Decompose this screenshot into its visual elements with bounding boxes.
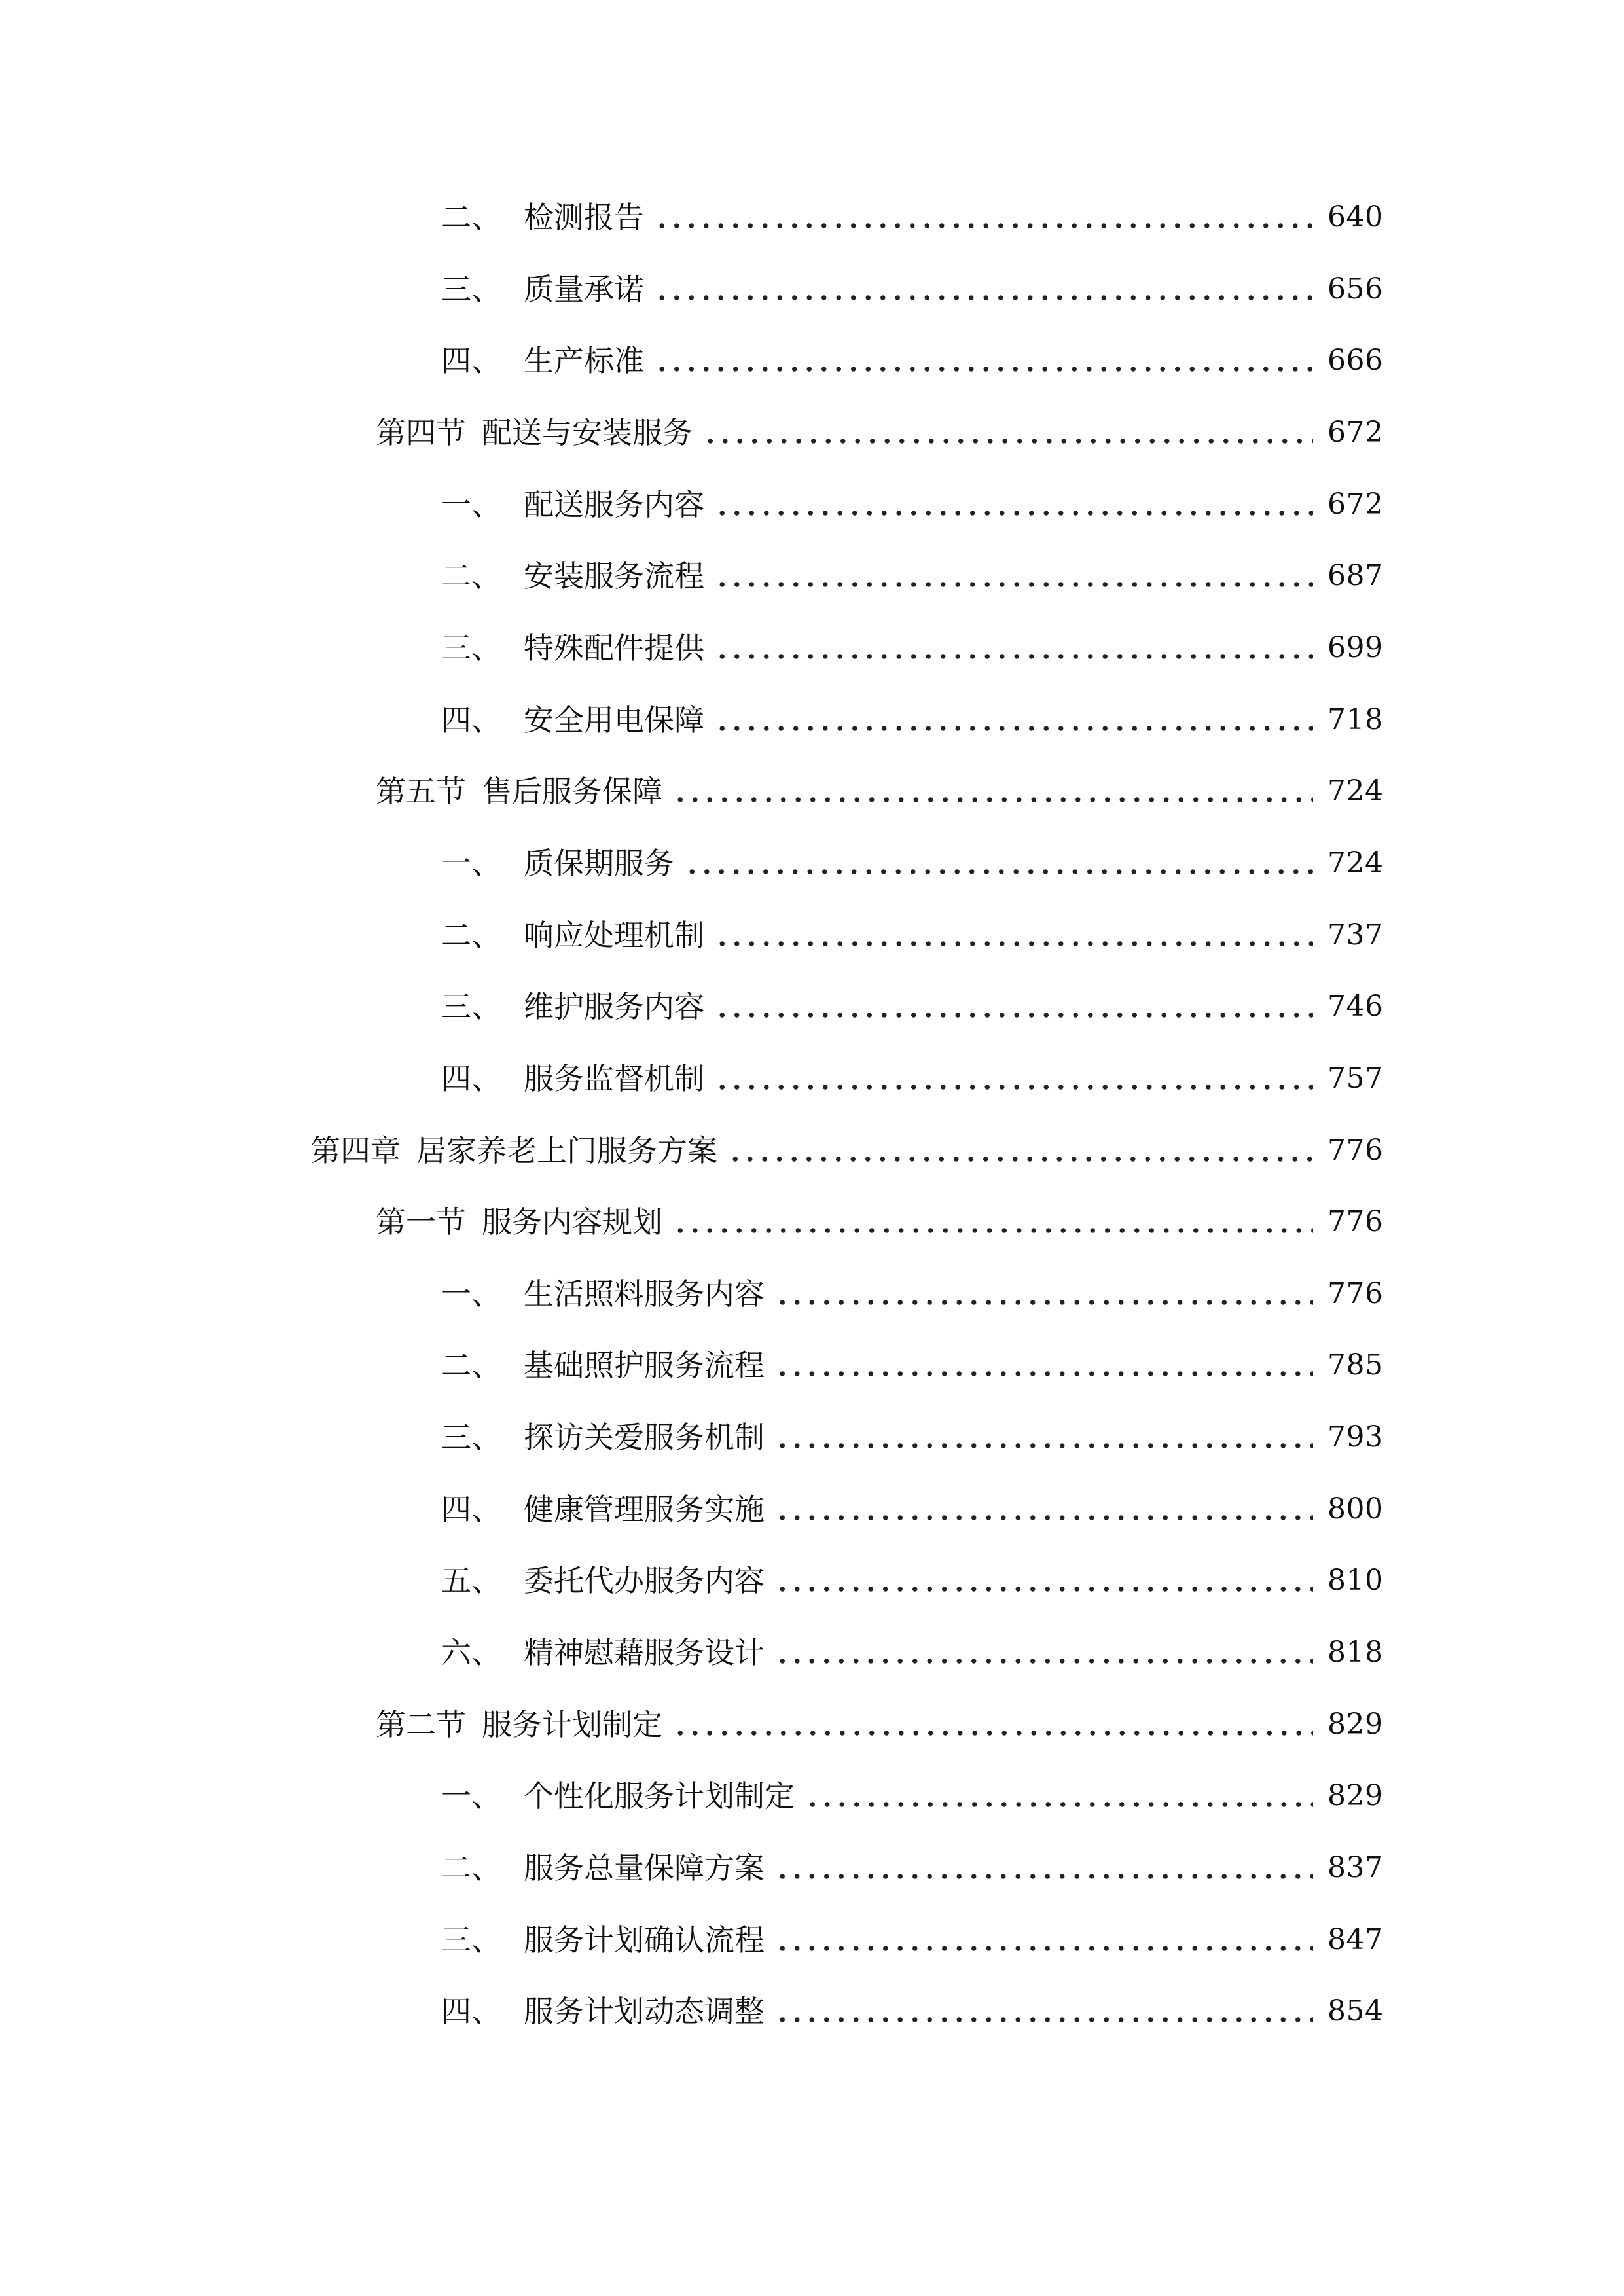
- toc-entry[interactable]: [441, 1626, 1384, 1679]
- dot-leader: [775, 1339, 1313, 1391]
- entry-number: 三、: [441, 1922, 501, 1958]
- toc-entry[interactable]: [441, 1770, 1384, 1822]
- page-number: 776: [1327, 1134, 1384, 1167]
- entry-number: 一、: [441, 846, 501, 881]
- entry-title: 配送服务内容: [524, 487, 704, 522]
- page-number: 776: [1327, 1277, 1384, 1310]
- toc-entry[interactable]: [441, 191, 1384, 243]
- page-number: 687: [1327, 559, 1384, 592]
- dot-leader: [685, 837, 1313, 889]
- entry-number: 一、: [441, 1276, 501, 1312]
- page-number: 810: [1327, 1564, 1384, 1597]
- entry-title: 安装服务流程: [524, 558, 704, 594]
- page-number: 829: [1327, 1708, 1384, 1741]
- entry-title: 服务计划制定: [482, 1707, 662, 1742]
- dot-leader: [728, 1124, 1313, 1177]
- entry-title: 响应处理机制: [524, 918, 704, 953]
- entry-title: 精神慰藉服务设计: [524, 1635, 765, 1670]
- entry-number: 四、: [441, 702, 501, 738]
- entry-title: 维护服务内容: [524, 989, 704, 1024]
- entry-title: 委托代办服务内容: [524, 1563, 765, 1598]
- page-number: 672: [1327, 488, 1384, 521]
- dot-leader: [703, 406, 1313, 459]
- toc-entry[interactable]: [441, 1554, 1384, 1607]
- page-number: 757: [1327, 1062, 1384, 1095]
- page-number: 785: [1327, 1348, 1384, 1382]
- entry-number: 六、: [441, 1635, 501, 1670]
- dot-leader: [655, 334, 1313, 387]
- entry-number: 二、: [441, 200, 501, 235]
- toc-entry[interactable]: [441, 1411, 1384, 1463]
- entry-title: 服务总量保障方案: [524, 1850, 765, 1886]
- entry-title: 服务计划动态调整: [524, 1994, 765, 2029]
- toc-entry[interactable]: [441, 1339, 1384, 1391]
- dot-leader: [775, 1626, 1313, 1679]
- entry-number: 三、: [441, 1420, 501, 1455]
- entry-title: 居家养老上门服务方案: [416, 1133, 717, 1168]
- toc-entry[interactable]: [441, 622, 1384, 674]
- entry-title: 质保期服务: [524, 846, 674, 881]
- entry-number: 第五节: [376, 774, 466, 809]
- dot-leader: [715, 550, 1313, 602]
- entry-title: 基础照护服务流程: [524, 1348, 765, 1383]
- page-number: 793: [1327, 1420, 1384, 1454]
- entry-title: 质量承诺: [524, 272, 644, 307]
- page-number: 854: [1327, 1994, 1384, 2028]
- entry-title: 生活照料服务内容: [524, 1276, 765, 1312]
- toc-entry[interactable]: [441, 1268, 1384, 1320]
- dot-leader: [775, 1411, 1313, 1463]
- dot-leader: [715, 694, 1313, 746]
- entry-number: 一、: [441, 487, 501, 522]
- dot-leader: [805, 1770, 1313, 1822]
- entry-title: 服务内容规划: [482, 1204, 662, 1240]
- dot-leader: [775, 1985, 1313, 2037]
- dot-leader: [715, 1052, 1313, 1105]
- dot-leader: [655, 191, 1313, 243]
- entry-number: 第四章: [310, 1133, 401, 1168]
- page-number: 800: [1327, 1492, 1384, 1526]
- entry-title: 安全用电保障: [524, 702, 704, 738]
- toc-entry[interactable]: [376, 406, 1384, 459]
- entry-number: 三、: [441, 989, 501, 1024]
- toc-entry[interactable]: [441, 478, 1384, 531]
- entry-number: 第四节: [376, 415, 466, 450]
- toc-entry[interactable]: [441, 909, 1384, 961]
- entry-title: 售后服务保障: [482, 774, 662, 809]
- dot-leader: [655, 263, 1313, 315]
- dot-leader: [715, 622, 1313, 674]
- dot-leader: [775, 1842, 1313, 1894]
- entry-number: 二、: [441, 918, 501, 953]
- entry-number: 三、: [441, 272, 501, 307]
- entry-number: 第一节: [376, 1204, 466, 1240]
- toc-entry[interactable]: [376, 1196, 1384, 1248]
- toc-entry[interactable]: [441, 837, 1384, 889]
- entry-title: 配送与安装服务: [482, 415, 693, 450]
- page-number: 837: [1327, 1851, 1384, 1884]
- page-number: 776: [1327, 1205, 1384, 1238]
- toc-entry[interactable]: [376, 1698, 1384, 1751]
- entry-number: 二、: [441, 1348, 501, 1383]
- toc-entry[interactable]: [441, 1052, 1384, 1105]
- entry-title: 探访关爱服务机制: [524, 1420, 765, 1455]
- dot-leader: [775, 1483, 1313, 1535]
- entry-title: 服务监督机制: [524, 1061, 704, 1096]
- page-number: 737: [1327, 918, 1384, 952]
- dot-leader: [715, 478, 1313, 531]
- dot-leader: [775, 1268, 1313, 1320]
- toc-entry[interactable]: [441, 1842, 1384, 1894]
- entry-number: 二、: [441, 558, 501, 594]
- entry-number: 四、: [441, 1994, 501, 2029]
- toc-entry[interactable]: [441, 550, 1384, 602]
- page-number: 656: [1327, 272, 1384, 306]
- entry-title: 检测报告: [524, 200, 644, 235]
- toc-entry[interactable]: [441, 1914, 1384, 1966]
- toc-entry[interactable]: [376, 765, 1384, 817]
- page-number: 724: [1327, 846, 1384, 880]
- entry-number: 一、: [441, 1778, 501, 1814]
- entry-title: 服务计划确认流程: [524, 1922, 765, 1958]
- toc-entry[interactable]: [441, 263, 1384, 315]
- page-number: 724: [1327, 774, 1384, 808]
- dot-leader: [715, 909, 1313, 961]
- dot-leader: [775, 1554, 1313, 1607]
- page-number: 672: [1327, 416, 1384, 449]
- toc-entry[interactable]: [441, 1985, 1384, 2037]
- page-number: 666: [1327, 344, 1384, 377]
- dot-leader: [673, 1698, 1313, 1751]
- page-number: 847: [1327, 1923, 1384, 1956]
- entry-number: 四、: [441, 1492, 501, 1527]
- entry-number: 第二节: [376, 1707, 466, 1742]
- entry-title: 特殊配件提供: [524, 630, 704, 666]
- entry-title: 个性化服务计划制定: [524, 1778, 795, 1814]
- page-number: 746: [1327, 990, 1384, 1023]
- page-number: 699: [1327, 631, 1384, 664]
- entry-number: 三、: [441, 630, 501, 666]
- toc-entry[interactable]: [441, 980, 1384, 1033]
- page-number: 718: [1327, 703, 1384, 736]
- toc-entry[interactable]: [441, 1483, 1384, 1535]
- toc-entry[interactable]: [441, 694, 1384, 746]
- dot-leader: [673, 1196, 1313, 1248]
- entry-number: 五、: [441, 1563, 501, 1598]
- toc-entry[interactable]: [310, 1124, 1384, 1177]
- page-number: 818: [1327, 1636, 1384, 1669]
- page-number: 829: [1327, 1779, 1384, 1812]
- entry-number: 四、: [441, 343, 501, 378]
- page-number: 640: [1327, 200, 1384, 234]
- toc-entry[interactable]: [441, 334, 1384, 387]
- entry-title: 生产标准: [524, 343, 644, 378]
- dot-leader: [673, 765, 1313, 817]
- entry-number: 二、: [441, 1850, 501, 1886]
- entry-title: 健康管理服务实施: [524, 1492, 765, 1527]
- dot-leader: [715, 980, 1313, 1033]
- dot-leader: [775, 1914, 1313, 1966]
- entry-number: 四、: [441, 1061, 501, 1096]
